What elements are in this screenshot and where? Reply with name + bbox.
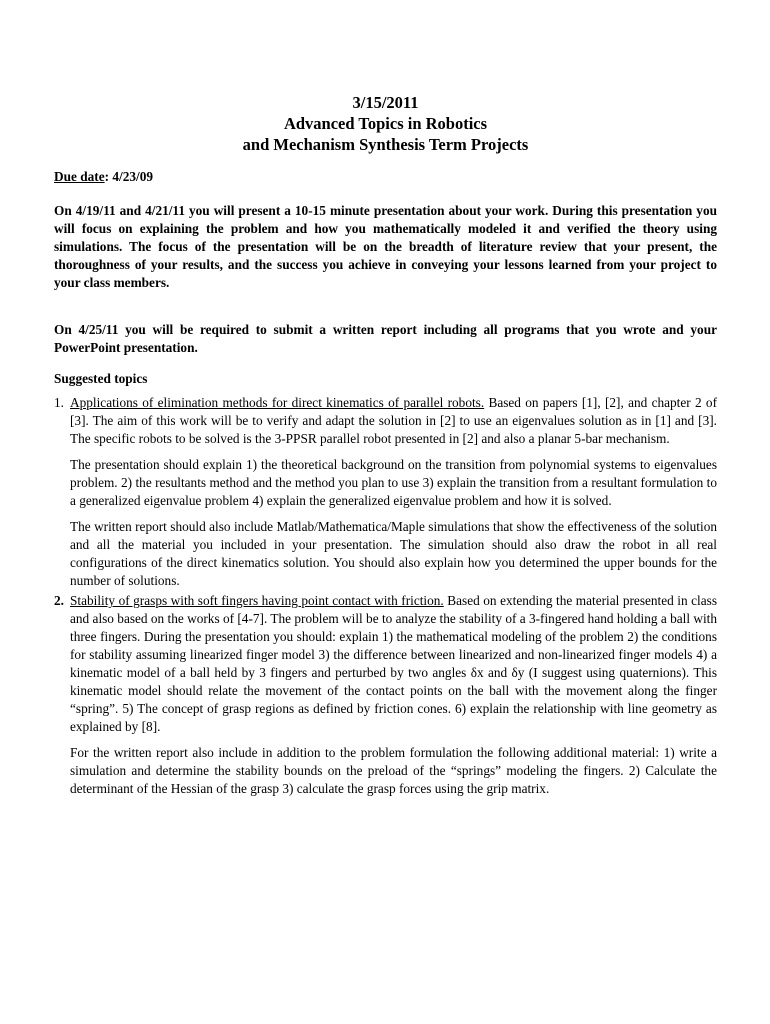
topic-item-1 (54, 394, 717, 590)
title-date: 3/15/2011 (352, 93, 419, 112)
due-date-value: : 4/23/09 (104, 169, 153, 184)
document-title (54, 92, 717, 155)
title-line-1: Advanced Topics in Robotics (283, 114, 488, 133)
topic-number: 1. (54, 395, 64, 411)
topic-intro (70, 592, 717, 736)
topic-intro-text: Based on papers [1], [2], and chapter 2 of [3]. The aim of this work will be to verify and adapt the solution in [2] to use an eigenvalues solution as in [1] and [3]. The specific robots to be solved is the 3-PPSR parallel robot presented in [2] and also a planar 5-bar mechanism. (70, 395, 718, 447)
suggested-topics-heading: Suggested topics (54, 371, 148, 387)
title-line-2: and Mechanism Synthesis Term Projects (242, 135, 529, 154)
topic-number: 2. (54, 593, 64, 609)
presentation-paragraph: On 4/19/11 and 4/21/11 you will present a 10-15 minute presentation about your work. During this presentation you will focus on explaining the problem and how you mathematically modeled it and verified the theory using simulations. The focus of the presentation will be on the breadth of literature review that your present, the thoroughness of your results, and the success you achieve in conveying your lessons learned from your project to your class members. (54, 203, 717, 290)
topic-paragraph: The written report should also include Matlab/Mathematica/Maple simulations that show the effectiveness of the solution and all the material you included in your presentation. The simulation should also draw the robot in all real configurations of the direct kinematics solution. You should also explain how you determined the upper bounds for the number of solutions. (70, 519, 717, 589)
due-date-label: Due date (54, 169, 105, 184)
topic-paragraph: The presentation should explain 1) the theoretical background on the transition from polynomial systems to eigenvalues problem. 2) the resultants method and the method you plan to use 3) explain the transition from a resultant formulation to a generalized eigenvalue problem 4) explain the generalized eigenvalue problem and how it is solved. (70, 457, 717, 509)
topic-intro-text: Based on extending the material presented in class and also based on the works of [4-7]. The problem will be to analyze the stability of a 3-fingered hand holding a ball with three fingers. During the presentation you should: explain 1) the mathematical modeling of the problem 2) the conditions for stability assuming linearized finger model 3) the difference between linearized and non-linearized finger models 4) a kinematic model of a ball held by 3 fingers and perturbed by two angles δx and δy (I suggest using quaternions). This kinematic model should relate the movement of the contact points on the ball with the movement along the finger “spring”. 5) The concept of grasp regions as defined by friction cones. 6) explain the relationship with line geometry as explained by [8]. (70, 593, 717, 735)
topic-paragraph: For the written report also include in addition to the problem formulation the following additional material: 1) write a simulation and determine the stability bounds on the preload of the “springs” modeling the fingers. 2) Calculate the determinant of the Hessian of the grasp 3) calculate the grasp forces using the grip matrix. (70, 745, 717, 797)
report-paragraph: On 4/25/11 you will be required to submit a written report including all programs that you wrote and your PowerPoint presentation. (54, 322, 717, 355)
topic-intro (70, 394, 717, 448)
topic-title: Stability of grasps with soft fingers having point contact with friction. (70, 593, 444, 609)
topic-title: Applications of elimination methods for direct kinematics of parallel robots. (70, 395, 485, 411)
due-date (54, 169, 717, 185)
topic-item-2 (54, 592, 717, 798)
document-page (54, 92, 717, 798)
